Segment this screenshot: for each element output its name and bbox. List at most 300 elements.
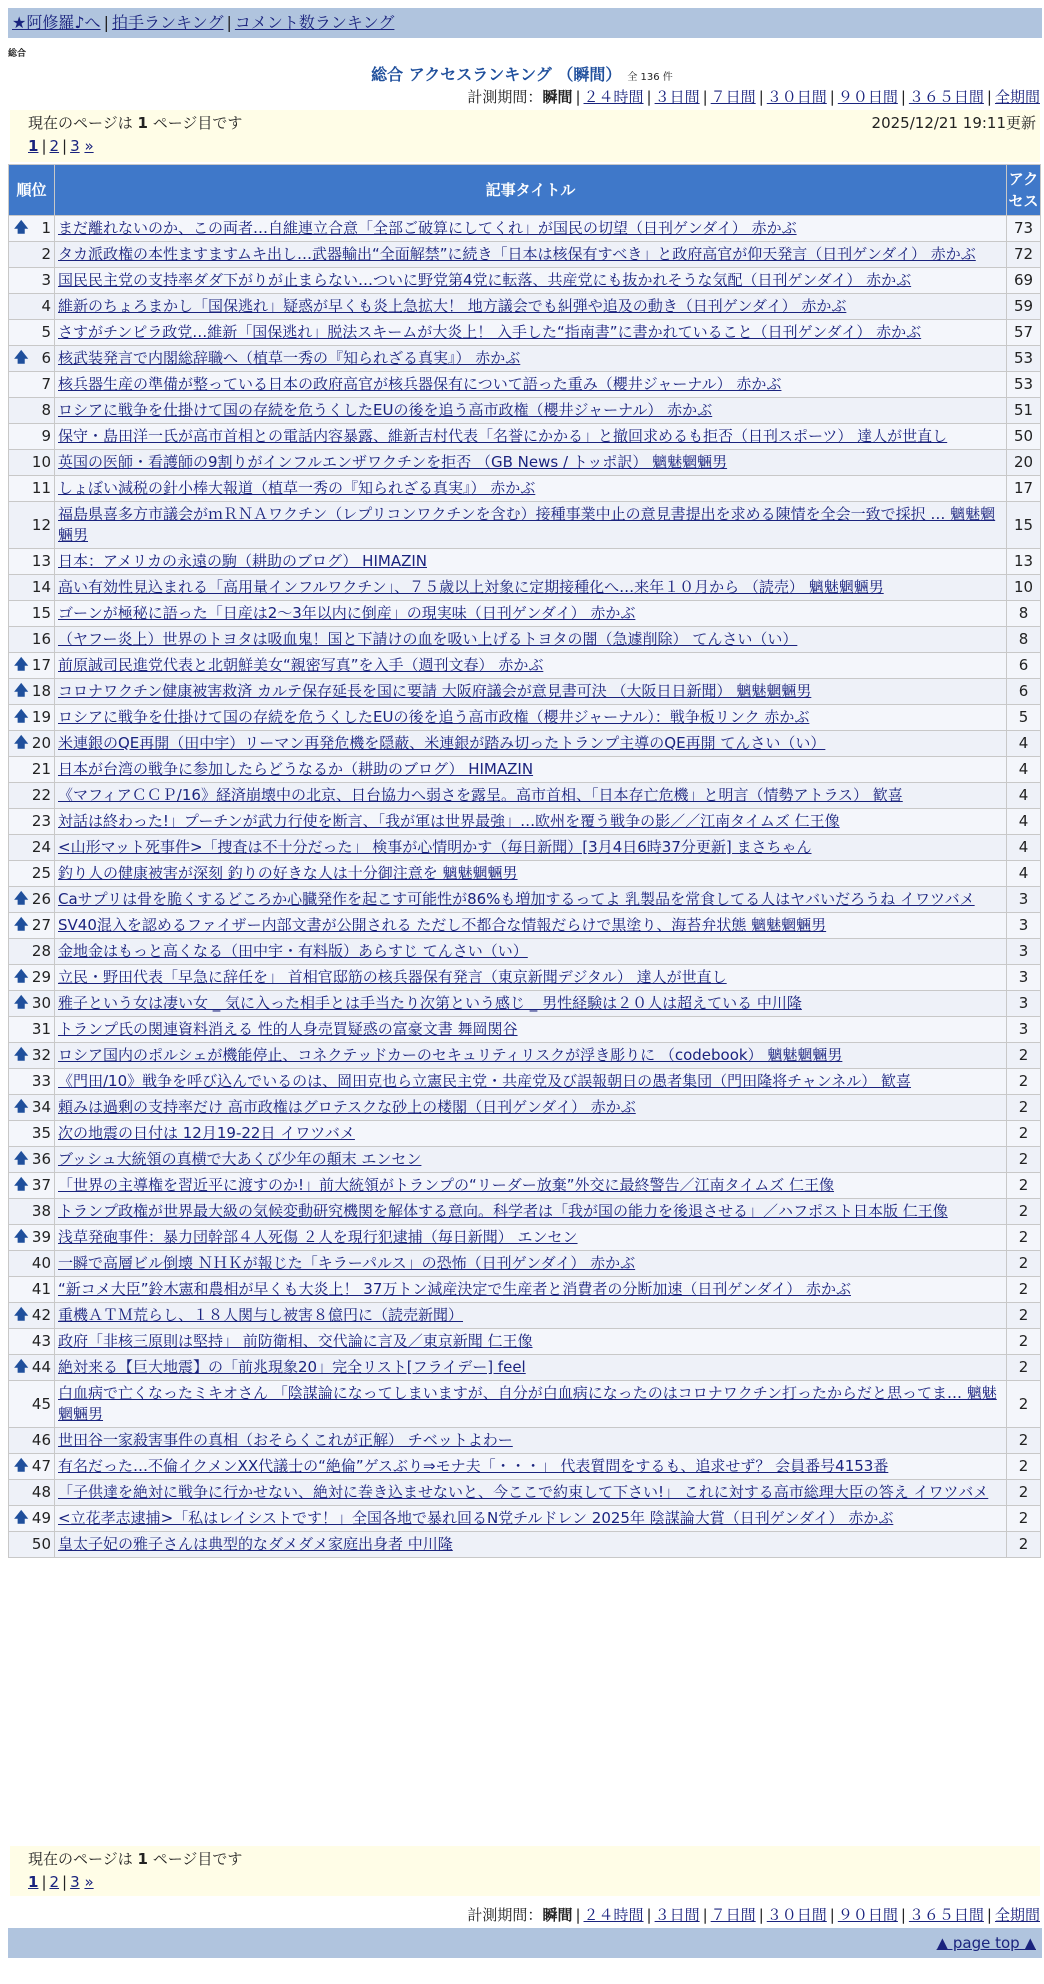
article-link[interactable]: 日本：アメリカの永遠の駒（耕助のブログ） HIMAZIN bbox=[58, 552, 427, 570]
article-link[interactable]: 福島県喜多方市議会がｍＲＮＡワクチン（レプリコンワクチンを含む）接種事業中止の意見書提出を求める陳情を全会一致で採択 … 魑魅魍魎男 bbox=[58, 505, 996, 544]
table-row bbox=[9, 549, 1041, 575]
table-row bbox=[9, 965, 1041, 991]
article-link[interactable]: <立花孝志逮捕>「私はレイシストです！」全国各地で暴れ回るN党チルドレン 2025年 陰謀論大賞（日刊ゲンダイ） 赤かぶ bbox=[58, 1509, 894, 1527]
article-link[interactable]: 釣り人の健康被害が深刻 釣りの好きな人は十分御注意を 魑魅魍魎男 bbox=[58, 864, 518, 882]
access-count: 51 bbox=[1007, 398, 1041, 424]
access-count: 2 bbox=[1007, 1069, 1041, 1095]
table-row bbox=[9, 1147, 1041, 1173]
access-count: 2 bbox=[1007, 1251, 1041, 1277]
table-row bbox=[9, 731, 1041, 757]
article-link[interactable]: タカ派政権の本性ますますムキ出し…武器輸出“全面解禁”に続き「日本は核保有すべき」と政府高官が仰天発言（日刊ゲンダイ） 赤かぶ bbox=[58, 245, 976, 263]
rank-number: 40 bbox=[31, 1254, 51, 1272]
access-count: 2 bbox=[1007, 1043, 1041, 1069]
rank-number: 19 bbox=[31, 708, 51, 726]
article-link[interactable]: ロシアに戦争を仕掛けて国の存続を危うくしたEUの後を追う高市政権（櫻井ジャーナル）：戦争板リンク 赤かぶ bbox=[58, 708, 810, 726]
rank-number: 50 bbox=[31, 1535, 51, 1553]
title-cell bbox=[55, 653, 1007, 679]
access-count: 4 bbox=[1007, 861, 1041, 887]
access-count: 2 bbox=[1007, 1355, 1041, 1381]
up-arrow-icon: 🡅 bbox=[14, 1307, 29, 1323]
table-row bbox=[9, 1017, 1041, 1043]
title-cell bbox=[55, 1121, 1007, 1147]
access-count: 2 bbox=[1007, 1532, 1041, 1558]
category-label: 総合 bbox=[8, 49, 27, 59]
access-count: 3 bbox=[1007, 1017, 1041, 1043]
title-cell bbox=[55, 1277, 1007, 1303]
access-count: 13 bbox=[1007, 549, 1041, 575]
page-info-bottom bbox=[10, 1846, 1040, 1896]
title-cell bbox=[55, 1506, 1007, 1532]
rank-cell bbox=[9, 1043, 55, 1069]
rank-number: 35 bbox=[31, 1124, 51, 1142]
home-link[interactable]: ★阿修羅♪へ bbox=[12, 13, 101, 32]
period-separator: | bbox=[829, 88, 835, 106]
rank-cell bbox=[9, 913, 55, 939]
article-link[interactable]: 保守・島田洋一氏が高市首相との電話内容暴露、維新吉村代表「名誉にかかる」と撤回求めるも拒否（日刊スポーツ） 達人が世直し bbox=[58, 427, 948, 445]
article-link[interactable]: 金地金はもっと高くなる（田中宇・有料版）あらすじ てんさい（い） bbox=[58, 942, 528, 960]
rank-number: 42 bbox=[31, 1306, 51, 1324]
article-link[interactable]: 浅草発砲事件：暴力団幹部４人死傷 ２人を現行犯逮捕（毎日新聞） エンセン bbox=[58, 1228, 578, 1246]
period-option-link[interactable]: ３日間 bbox=[654, 1906, 700, 1924]
rank-cell bbox=[9, 1173, 55, 1199]
page-link[interactable]: 3 bbox=[70, 1873, 80, 1891]
title-cell bbox=[55, 887, 1007, 913]
period-option-link[interactable]: ２４時間 bbox=[583, 1906, 644, 1924]
pager-separator: | bbox=[41, 1873, 47, 1891]
table-row bbox=[9, 1069, 1041, 1095]
period-option-link[interactable]: ９０日間 bbox=[837, 88, 898, 106]
table-row bbox=[9, 601, 1041, 627]
access-count: 57 bbox=[1007, 320, 1041, 346]
rank-number: 16 bbox=[31, 630, 51, 648]
comment-ranking-link[interactable]: コメント数ランキング bbox=[234, 13, 395, 32]
access-count: 5 bbox=[1007, 705, 1041, 731]
rank-cell bbox=[9, 809, 55, 835]
rank-cell bbox=[9, 861, 55, 887]
clap-ranking-link[interactable]: 拍手ランキング bbox=[111, 13, 224, 32]
title-cell bbox=[55, 575, 1007, 601]
updated-timestamp: 2025/12/21 19:11更新 bbox=[871, 114, 1036, 132]
rank-number: 44 bbox=[31, 1358, 51, 1376]
article-link[interactable]: トランプ氏の関連資料消える 性的人身売買疑惑の富豪文書 舞岡関谷 bbox=[58, 1020, 518, 1038]
period-option-link[interactable]: ７日間 bbox=[710, 88, 756, 106]
up-arrow-icon: 🡅 bbox=[14, 1047, 29, 1063]
rank-number: 17 bbox=[31, 656, 51, 674]
table-row bbox=[9, 320, 1041, 346]
table-row bbox=[9, 450, 1041, 476]
title-cell bbox=[55, 757, 1007, 783]
access-count: 17 bbox=[1007, 476, 1041, 502]
title-cell bbox=[55, 861, 1007, 887]
period-option-link[interactable]: ７日間 bbox=[710, 1906, 756, 1924]
access-count: 2 bbox=[1007, 1480, 1041, 1506]
title-cell bbox=[55, 1454, 1007, 1480]
rank-cell bbox=[9, 783, 55, 809]
access-count: 4 bbox=[1007, 835, 1041, 861]
article-link[interactable]: 次の地震の日付は 12月19-22日 イワツバメ bbox=[58, 1124, 355, 1142]
access-count: 53 bbox=[1007, 346, 1041, 372]
ranking-title: 総合 アクセスランキング （瞬間） bbox=[371, 65, 622, 84]
title-cell bbox=[55, 1199, 1007, 1225]
title-cell bbox=[55, 398, 1007, 424]
rank-cell bbox=[9, 450, 55, 476]
access-count: 15 bbox=[1007, 502, 1041, 549]
pager-separator: | bbox=[62, 137, 68, 155]
table-row bbox=[9, 1454, 1041, 1480]
access-count: 6 bbox=[1007, 679, 1041, 705]
next-page-link[interactable]: » bbox=[84, 1873, 94, 1891]
table-row bbox=[9, 1121, 1041, 1147]
rank-number: 37 bbox=[31, 1176, 51, 1194]
current-page-text: 現在のページは 1 ページ目です bbox=[28, 1850, 243, 1868]
rank-cell bbox=[9, 372, 55, 398]
rank-cell bbox=[9, 1303, 55, 1329]
table-row bbox=[9, 835, 1041, 861]
rank-cell bbox=[9, 1121, 55, 1147]
access-count: 2 bbox=[1007, 1173, 1041, 1199]
page-link[interactable]: 1 bbox=[28, 137, 39, 155]
table-row bbox=[9, 1355, 1041, 1381]
article-link[interactable]: 立民・野田代表「早急に辞任を」 首相官邸筋の核兵器保有発言（東京新聞デジタル） 達人が世直し bbox=[58, 968, 727, 986]
rank-cell bbox=[9, 835, 55, 861]
article-link[interactable]: 日本が台湾の戦争に参加したらどうなるか（耕助のブログ） HIMAZIN bbox=[58, 760, 534, 778]
access-count: 59 bbox=[1007, 294, 1041, 320]
up-arrow-icon: 🡅 bbox=[14, 683, 29, 699]
rank-cell bbox=[9, 1506, 55, 1532]
rank-number: 36 bbox=[31, 1150, 51, 1168]
up-arrow-icon: 🡅 bbox=[14, 1151, 29, 1167]
up-arrow-icon: 🡅 bbox=[14, 709, 29, 725]
table-row bbox=[9, 679, 1041, 705]
title-cell bbox=[55, 424, 1007, 450]
table-row bbox=[9, 1225, 1041, 1251]
table-row bbox=[9, 372, 1041, 398]
article-link[interactable]: 雅子という女は凄い女 _ 気に入った相手とは手当たり次第という感じ _ 男性経験は２０人は超えている 中川隆 bbox=[58, 994, 802, 1012]
rank-number: 22 bbox=[31, 786, 51, 804]
period-current: 瞬間 bbox=[542, 1906, 573, 1924]
period-separator: | bbox=[758, 88, 764, 106]
period-separator: | bbox=[575, 1906, 581, 1924]
article-link[interactable]: SV40混入を認めるファイザー内部文書が公開される ただし不都合な情報だらけで黒塗り、海苔弁状態 魑魅魍魎男 bbox=[58, 916, 827, 934]
article-link[interactable]: ロシアに戦争を仕掛けて国の存続を危うくしたEUの後を追う高市政権（櫻井ジャーナル） 赤かぶ bbox=[58, 401, 713, 419]
period-separator: | bbox=[986, 1906, 992, 1924]
rank-cell bbox=[9, 320, 55, 346]
article-link[interactable]: ロシア国内のポルシェが機能停止、コネクテッドカーのセキュリティリスクが浮き彫りに （codebook） 魑魅魍魎男 bbox=[58, 1046, 843, 1064]
table-row bbox=[9, 476, 1041, 502]
article-link[interactable]: 政府「非核三原則は堅持」 前防衛相、交代論に言及／東京新聞 仁王像 bbox=[58, 1332, 533, 1350]
rank-number: 32 bbox=[31, 1046, 51, 1064]
table-row bbox=[9, 398, 1041, 424]
title-cell bbox=[55, 627, 1007, 653]
rank-cell bbox=[9, 1532, 55, 1558]
next-page-link[interactable]: » bbox=[84, 137, 94, 155]
rank-number: 25 bbox=[31, 864, 51, 882]
access-count: 2 bbox=[1007, 1095, 1041, 1121]
period-option-link[interactable]: 全期間 bbox=[994, 1906, 1040, 1924]
rank-number: 4 bbox=[41, 297, 51, 315]
page-top-link[interactable]: ▲ page top ▲ bbox=[936, 1934, 1036, 1952]
article-link[interactable]: 米連銀のQE再開（田中宇）リーマン再発危機を隠蔽、米連銀が踏み切ったトランプ主導のQE再開 てんさい（い） bbox=[58, 734, 826, 752]
rank-number: 13 bbox=[31, 552, 51, 570]
period-separator: | bbox=[702, 88, 708, 106]
table-row bbox=[9, 653, 1041, 679]
rank-number: 49 bbox=[31, 1509, 51, 1527]
table-row bbox=[9, 627, 1041, 653]
access-count: 3 bbox=[1007, 965, 1041, 991]
title-cell bbox=[55, 294, 1007, 320]
article-link[interactable]: Caサプリは骨を脆くするどころか心臓発作を起こす可能性が86%も増加するってよ 乳製品を常食してる人はヤバいだろうね イワツバメ bbox=[58, 890, 975, 908]
article-link[interactable]: 「子供達を絶対に戦争に行かせない、絶対に巻き込ませないと、今ここで約束して下さい!」 これに対する高市総理大臣の答え イワツバメ bbox=[58, 1483, 989, 1501]
table-row bbox=[9, 1173, 1041, 1199]
rank-number: 33 bbox=[31, 1072, 51, 1090]
period-option-link[interactable]: ２４時間 bbox=[583, 88, 644, 106]
up-arrow-icon: 🡅 bbox=[14, 1177, 29, 1193]
rank-number: 2 bbox=[41, 245, 51, 263]
title-cell bbox=[55, 1017, 1007, 1043]
access-count: 72 bbox=[1007, 242, 1041, 268]
article-link[interactable]: さすがチンピラ政党…維新「国保逃れ」脱法スキームが大炎上！ 入手した“指南書”に書かれていること（日刊ゲンダイ） 赤かぶ bbox=[58, 323, 922, 341]
article-link[interactable]: 絶対来る【巨大地震】の「前兆現象20」完全リスト[フライデー] feel bbox=[58, 1358, 526, 1376]
access-count: 2 bbox=[1007, 1121, 1041, 1147]
access-count: 2 bbox=[1007, 1506, 1041, 1532]
title-cell bbox=[55, 965, 1007, 991]
article-link[interactable]: トランプ政権が世界最大級の気候変動研究機関を解体する意向。科学者は「我が国の能力を後退させる」／ハフポスト日本版 仁王像 bbox=[58, 1202, 948, 1220]
table-row bbox=[9, 1381, 1041, 1428]
article-link[interactable]: 白血病で亡くなったミキオさん 「陰謀論になってしまいますが、自分が白血病になったのはコロナワクチン打ったからだと思ってま… 魑魅魍魎男 bbox=[58, 1384, 997, 1423]
access-count: 4 bbox=[1007, 731, 1041, 757]
article-link[interactable]: <山形マット死事件>「捜査は不十分だった」 検事が心情明かす（毎日新聞）[3月4日6時37分更新] まさちゃん bbox=[58, 838, 812, 856]
access-count: 2 bbox=[1007, 1277, 1041, 1303]
period-separator: | bbox=[829, 1906, 835, 1924]
title-cell bbox=[55, 705, 1007, 731]
rank-cell bbox=[9, 1199, 55, 1225]
title-cell bbox=[55, 372, 1007, 398]
table-row bbox=[9, 1506, 1041, 1532]
rank-cell bbox=[9, 679, 55, 705]
access-count: 53 bbox=[1007, 372, 1041, 398]
rank-number: 12 bbox=[31, 515, 51, 534]
article-link[interactable]: 頼みは過剰の支持率だけ 高市政権はグロテスクな砂上の楼閣（日刊ゲンダイ） 赤かぶ bbox=[58, 1098, 636, 1116]
table-row bbox=[9, 424, 1041, 450]
access-count: 2 bbox=[1007, 1147, 1041, 1173]
article-link[interactable]: “新コメ大臣”鈴木憲和農相が早くも大炎上！ 37万トン減産決定で生産者と消費者の分断加速（日刊ゲンダイ） 赤かぶ bbox=[58, 1280, 851, 1298]
period-separator: | bbox=[702, 1906, 708, 1924]
table-row bbox=[9, 887, 1041, 913]
access-count: 3 bbox=[1007, 991, 1041, 1017]
rank-cell bbox=[9, 1355, 55, 1381]
rank-number: 20 bbox=[31, 734, 51, 752]
rank-number: 26 bbox=[31, 890, 51, 908]
rank-cell bbox=[9, 398, 55, 424]
article-link[interactable]: 高い有効性見込まれる「高用量インフルワクチン」、７５歳以上対象に定期接種化へ…来年１０月から （読売） 魑魅魍魎男 bbox=[58, 578, 884, 596]
rank-cell bbox=[9, 757, 55, 783]
article-link[interactable]: （ヤフー炎上）世界のトヨタは吸血鬼！国と下請けの血を吸い上げるトヨタの闇（急遽削除） てんさい（い） bbox=[58, 630, 798, 648]
rank-cell bbox=[9, 1069, 55, 1095]
pager-separator: | bbox=[41, 137, 47, 155]
article-link[interactable]: 世田谷一家殺害事件の真相（おそらくこれが正解） チベットよわー bbox=[58, 1431, 513, 1449]
title-cell bbox=[55, 1043, 1007, 1069]
table-row bbox=[9, 913, 1041, 939]
access-count: 10 bbox=[1007, 575, 1041, 601]
nav-separator: | bbox=[226, 13, 232, 32]
up-arrow-icon: 🡅 bbox=[14, 1458, 29, 1474]
period-option-link[interactable]: ３日間 bbox=[654, 88, 700, 106]
table-row bbox=[9, 991, 1041, 1017]
period-separator: | bbox=[575, 88, 581, 106]
page-title bbox=[0, 62, 1044, 85]
table-row bbox=[9, 216, 1041, 242]
rank-cell bbox=[9, 1329, 55, 1355]
period-option-link[interactable]: 全期間 bbox=[994, 88, 1040, 106]
table-row bbox=[9, 939, 1041, 965]
article-link[interactable]: まだ離れないのか、この両者…自維連立合意「全部ご破算にしてくれ」が国民の切望（日刊ゲンダイ） 赤かぶ bbox=[58, 219, 797, 237]
article-link[interactable]: 前原誠司民進党代表と北朝鮮美女“親密写真”を入手（週刊文春） 赤かぶ bbox=[58, 656, 544, 674]
access-count: 3 bbox=[1007, 939, 1041, 965]
article-link[interactable]: 《マフィアＣＣＰ/16》経済崩壊中の北京、日台協力へ弱さを露呈。高市首相、「日本存亡危機」と明言（情勢アトラス） 歓喜 bbox=[58, 786, 903, 804]
rank-cell bbox=[9, 627, 55, 653]
table-row bbox=[9, 1303, 1041, 1329]
up-arrow-icon: 🡅 bbox=[14, 1099, 29, 1115]
rank-number: 47 bbox=[31, 1457, 51, 1475]
rank-cell bbox=[9, 476, 55, 502]
title-cell bbox=[55, 1069, 1007, 1095]
title-cell bbox=[55, 1303, 1007, 1329]
article-link[interactable]: 対話は終わった!」プーチンが武力行使を断言、「我が軍は世界最強」…欧州を覆う戦争の影／／江南タイムズ 仁王像 bbox=[58, 812, 840, 830]
period-option-link[interactable]: ３０日間 bbox=[766, 88, 827, 106]
access-count: 2 bbox=[1007, 1225, 1041, 1251]
up-arrow-icon: 🡅 bbox=[14, 1359, 29, 1375]
title-cell bbox=[55, 601, 1007, 627]
rank-cell bbox=[9, 1428, 55, 1454]
rank-cell bbox=[9, 705, 55, 731]
table-row bbox=[9, 1428, 1041, 1454]
bottom-bar bbox=[8, 1928, 1042, 1958]
item-count: 全 136 件 bbox=[627, 72, 673, 83]
period-option-link[interactable]: ９０日間 bbox=[837, 1906, 898, 1924]
access-count: 2 bbox=[1007, 1454, 1041, 1480]
page-link[interactable]: 2 bbox=[49, 137, 60, 155]
article-link[interactable]: 皇太子妃の雅子さんは典型的なダメダメ家庭出身者 中川隆 bbox=[58, 1535, 453, 1553]
table-row bbox=[9, 1043, 1041, 1069]
rank-cell bbox=[9, 1225, 55, 1251]
rank-number: 9 bbox=[41, 427, 51, 445]
up-arrow-icon: 🡅 bbox=[14, 969, 29, 985]
rank-cell bbox=[9, 1095, 55, 1121]
article-link[interactable]: 英国の医師・看護師の9割りがインフルエンザワクチンを拒否 （GB News / トッポ訳） 魑魅魍魎男 bbox=[58, 453, 728, 471]
period-separator: | bbox=[900, 1906, 906, 1924]
rank-cell bbox=[9, 549, 55, 575]
rank-number: 14 bbox=[31, 578, 51, 596]
access-count: 3 bbox=[1007, 913, 1041, 939]
rank-number: 8 bbox=[41, 401, 51, 419]
rank-cell bbox=[9, 1251, 55, 1277]
title-cell bbox=[55, 320, 1007, 346]
period-option-link[interactable]: ３６５日間 bbox=[908, 88, 984, 106]
article-link[interactable]: 核武装発言で内閣総辞職へ（植草一秀の『知られざる真実』） 赤かぶ bbox=[58, 349, 521, 367]
table-row bbox=[9, 1532, 1041, 1558]
access-count: 6 bbox=[1007, 653, 1041, 679]
access-count: 2 bbox=[1007, 1381, 1041, 1428]
rank-cell bbox=[9, 653, 55, 679]
period-separator: | bbox=[986, 88, 992, 106]
access-count: 8 bbox=[1007, 627, 1041, 653]
period-current: 瞬間 bbox=[542, 88, 573, 106]
rank-cell bbox=[9, 242, 55, 268]
title-cell bbox=[55, 216, 1007, 242]
article-link[interactable]: ゴーンが極秘に語った「日産は2～3年以内に倒産」の現実味（日刊ゲンダイ） 赤かぶ bbox=[58, 604, 636, 622]
table-row bbox=[9, 242, 1041, 268]
nav-separator: | bbox=[103, 13, 109, 32]
rank-cell bbox=[9, 502, 55, 549]
table-row bbox=[9, 861, 1041, 887]
title-header: 記事タイトル bbox=[55, 165, 1007, 216]
up-arrow-icon: 🡅 bbox=[14, 220, 29, 236]
article-link[interactable]: 重機ＡＴＭ荒らし、１８人関与し被害８億円に（読売新聞） bbox=[58, 1306, 464, 1324]
article-link[interactable]: コロナワクチン健康被害救済 カルテ保存延長を国に要請 大阪府議会が意見書可決 （大阪日日新聞） 魑魅魍魎男 bbox=[58, 682, 812, 700]
article-link[interactable]: 「世界の主導権を習近平に渡すのか!」前大統領がトランプの“リーダー放棄”外交に最終警告／江南タイムズ 仁王像 bbox=[58, 1176, 835, 1194]
title-cell bbox=[55, 268, 1007, 294]
article-link[interactable]: 一瞬で高層ビル倒壊 ＮＨＫが報じた「キラーパルス」の恐怖（日刊ゲンダイ） 赤かぶ bbox=[58, 1254, 636, 1272]
table-header-row bbox=[9, 165, 1041, 216]
title-cell bbox=[55, 809, 1007, 835]
table-row bbox=[9, 1480, 1041, 1506]
title-cell bbox=[55, 346, 1007, 372]
article-link[interactable]: ブッシュ大統領の真横で大あくび少年の顛末 エンセン bbox=[58, 1150, 422, 1168]
title-cell bbox=[55, 1355, 1007, 1381]
page-link[interactable]: 1 bbox=[28, 1873, 39, 1891]
rank-cell bbox=[9, 939, 55, 965]
rank-cell bbox=[9, 601, 55, 627]
article-link[interactable]: 国民民主党の支持率ダダ下がりが止まらない…ついに野党第4党に転落、共産党にも抜かれそうな気配（日刊ゲンダイ） 赤かぶ bbox=[58, 271, 912, 289]
rank-cell bbox=[9, 346, 55, 372]
rank-number: 45 bbox=[31, 1394, 51, 1413]
period-option-link[interactable]: ３０日間 bbox=[766, 1906, 827, 1924]
article-link[interactable]: 有名だった…不倫イクメンXX代議士の“絶倫”ゲスぶり⇒モナ夫「・・・」 代表質問をするも、追求せず？ 会員番号4153番 bbox=[58, 1457, 889, 1475]
table-row bbox=[9, 346, 1041, 372]
table-row bbox=[9, 1095, 1041, 1121]
title-cell bbox=[55, 939, 1007, 965]
rank-number: 41 bbox=[31, 1280, 51, 1298]
rank-number: 46 bbox=[31, 1431, 51, 1449]
access-count: 2 bbox=[1007, 1199, 1041, 1225]
table-row bbox=[9, 294, 1041, 320]
rank-number: 31 bbox=[31, 1020, 51, 1038]
table-row bbox=[9, 1251, 1041, 1277]
rank-cell bbox=[9, 575, 55, 601]
period-label: 計測期間： bbox=[467, 1906, 543, 1924]
page-link[interactable]: 2 bbox=[49, 1873, 60, 1891]
rank-number: 3 bbox=[41, 271, 51, 289]
up-arrow-icon: 🡅 bbox=[14, 995, 29, 1011]
page-link[interactable]: 3 bbox=[70, 137, 80, 155]
title-cell bbox=[55, 1147, 1007, 1173]
rank-cell bbox=[9, 731, 55, 757]
table-row bbox=[9, 1277, 1041, 1303]
rank-cell bbox=[9, 887, 55, 913]
access-count: 8 bbox=[1007, 601, 1041, 627]
period-selector-bottom bbox=[467, 1904, 1040, 1925]
article-link[interactable]: 維新のちょろまかし「国保逃れ」疑惑が早くも炎上急拡大！ 地方議会でも糾弾や追及の動き（日刊ゲンダイ） 赤かぶ bbox=[58, 297, 847, 315]
article-link[interactable]: しょぼい減税の針小棒大報道（植草一秀の『知られざる真実』） 赤かぶ bbox=[58, 479, 536, 497]
up-arrow-icon: 🡅 bbox=[14, 1229, 29, 1245]
rank-cell bbox=[9, 1454, 55, 1480]
title-cell bbox=[55, 1095, 1007, 1121]
article-link[interactable]: 《門田/10》戦争を呼び込んでいるのは、岡田克也ら立憲民主党・共産党及び誤報朝日の愚者集団（門田隆将チャンネル） 歓喜 bbox=[58, 1072, 912, 1090]
period-label: 計測期間： bbox=[467, 88, 543, 106]
period-option-link[interactable]: ３６５日間 bbox=[908, 1906, 984, 1924]
table-row bbox=[9, 575, 1041, 601]
article-link[interactable]: 核兵器生産の準備が整っている日本の政府高官が核兵器保有について語った重み（櫻井ジャーナル） 赤かぶ bbox=[58, 375, 782, 393]
